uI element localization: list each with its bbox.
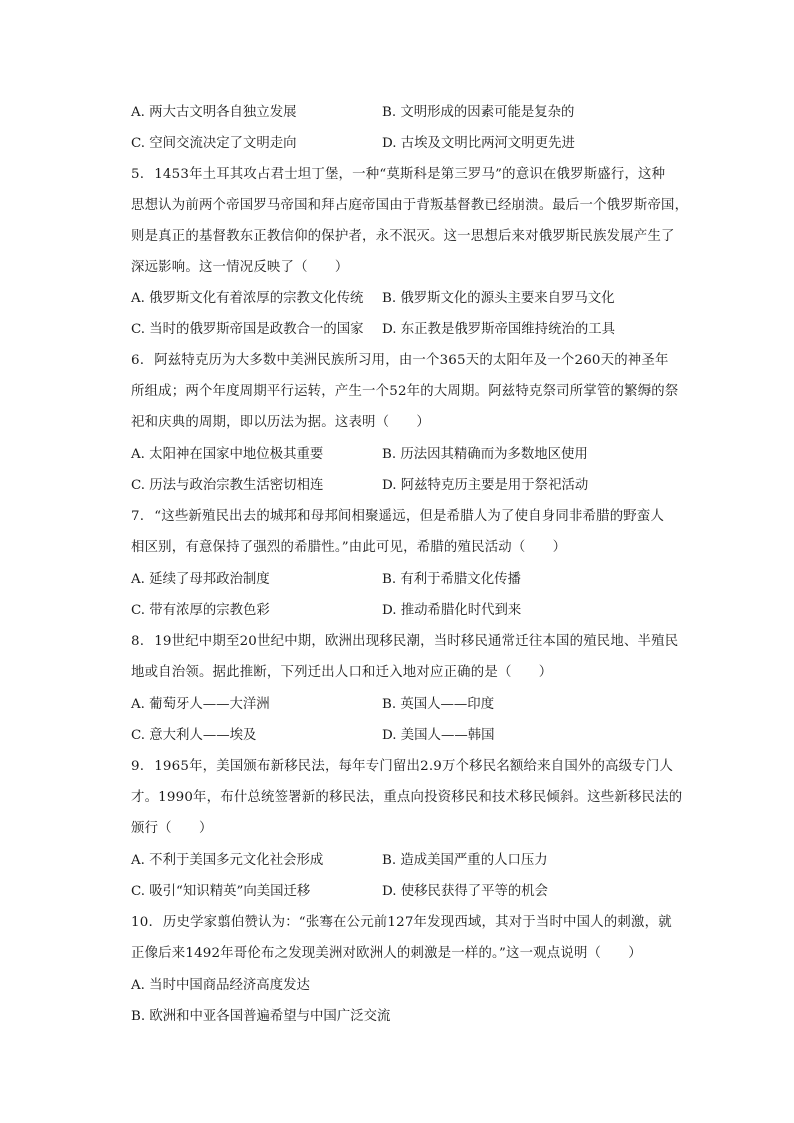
q8-stem-line-1: 8. 19世纪中期至20世纪中期，欧洲出现移民潮，当时移民通常迁往本国的殖民地、半殖民 [131,634,679,649]
q8-option-b[interactable]: B. 英国人——印度 [382,697,495,712]
q8-option-d[interactable]: D. 美国人——韩国 [382,728,495,743]
q6-number: 6. [131,353,145,368]
q6-stem-line-1: 6. 阿兹特克历为大多数中美洲民族所习用，由一个365天的太阳年及一个260天的神圣年 [131,353,669,368]
q9-stem-line-1: 9. 1965年，美国颁布新移民法，每年专门留出2.9万个移民名额给来自国外的高级专门人 [131,759,674,774]
q6-option-c[interactable]: C. 历法与政治宗教生活密切相连 [131,478,324,493]
q5-option-a[interactable]: A. 俄罗斯文化有着浓厚的宗教文化传统 [131,291,364,306]
q10-option-b[interactable]: B. 欧洲和中亚各国普遍希望与中国广泛交流 [131,1009,391,1024]
q9-stem-line-2: 才。1990年，布什总统签署新的移民法，重点向投资移民和技术移民倾斜。这些新移民法的 [131,790,683,805]
q9-option-a[interactable]: A. 不利于美国多元文化社会形成 [131,853,324,868]
q7-option-a[interactable]: A. 延续了母邦政治制度 [131,572,270,587]
q8-option-a[interactable]: A. 葡萄牙人——大洋洲 [131,697,270,712]
q9-number: 9. [131,759,145,774]
q8-option-c[interactable]: C. 意大利人——埃及 [131,728,257,743]
q6-stem-line-3: 祀和庆典的周期，即以历法为据。这表明（ ） [131,415,430,430]
q4-option-d[interactable]: D. 古埃及文明比两河文明更先进 [382,136,575,151]
q7-option-c[interactable]: C. 带有浓厚的宗教色彩 [131,603,270,618]
q8-number: 8. [131,634,145,649]
q9-option-b[interactable]: B. 造成美国严重的人口压力 [382,853,548,868]
q8-stem-line-2: 地或自治领。据此推断，下列迁出人口和迁入地对应正确的是（ ） [131,665,553,680]
q9-stem-line-3: 颁行（ ） [131,821,213,836]
q5-option-d[interactable]: D. 东正教是俄罗斯帝国维持统治的工具 [382,322,616,337]
q10-stem-line-1: 10. 历史学家翦伯赞认为：“张骞在公元前127年发现西域，其对于当时中国人的刺激，就 [131,915,672,930]
q6-stem-line-2: 所组成；两个年度周期平行运转，产生一个52年的大周期。阿兹特克祭司所掌管的繁缛的祭 [131,384,679,399]
q7-number: 7. [131,509,145,524]
q9-option-c[interactable]: C. 吸引“知识精英”向美国迁移 [131,884,311,899]
q10-stem-line-2: 正像后来1492年哥伦布之发现美洲对欧洲人的刺激是一样的。”这一观点说明（ ） [131,946,642,961]
q5-stem-line-2: 思想认为前两个帝国罗马帝国和拜占庭帝国由于背叛基督教已经崩溃。最后一个俄罗斯帝国， [131,198,689,213]
q6-option-b[interactable]: B. 历法因其精确而为多数地区使用 [382,447,588,462]
q5-stem-line-1: 5. 1453年土耳其攻占君士坦丁堡，一种“莫斯科是第三罗马”的意识在俄罗斯盛行，这种 [131,167,666,182]
q4-option-c[interactable]: C. 空间交流决定了文明走向 [131,136,297,151]
q4-option-a[interactable]: A. 两大古文明各自独立发展 [131,105,297,120]
q10-number: 10. [131,915,153,930]
q4-option-b[interactable]: B. 文明形成的因素可能是复杂的 [382,105,575,120]
q7-stem-line-1: 7. “这些新殖民出去的城邦和母邦间相聚遥远，但是希腊人为了使自身同非希腊的野蛮人 [131,509,665,524]
q5-option-b[interactable]: B. 俄罗斯文化的源头主要来自罗马文化 [382,291,615,306]
q5-stem-line-3: 则是真正的基督教东正教信仰的保护者，永不泯灭。这一思想后来对俄罗斯民族发展产生了 [131,229,675,244]
q7-option-d[interactable]: D. 推动希腊化时代到来 [382,603,522,618]
q7-option-b[interactable]: B. 有利于希腊文化传播 [382,572,521,587]
q6-option-a[interactable]: A. 太阳神在国家中地位极其重要 [131,447,324,462]
q5-option-c[interactable]: C. 当时的俄罗斯帝国是政教合一的国家 [131,322,364,337]
q7-stem-line-2: 相区别，有意保持了强烈的希腊性。”由此可见，希腊的殖民活动（ ） [131,540,567,555]
q5-number: 5. [131,167,145,182]
q10-option-a[interactable]: A. 当时中国商品经济高度发达 [131,978,310,993]
q9-option-d[interactable]: D. 使移民获得了平等的机会 [382,884,549,899]
q5-stem-line-4: 深远影响。这一情况反映了（ ） [131,260,349,275]
q6-option-d[interactable]: D. 阿兹特克历主要是用于祭祀活动 [382,478,589,493]
